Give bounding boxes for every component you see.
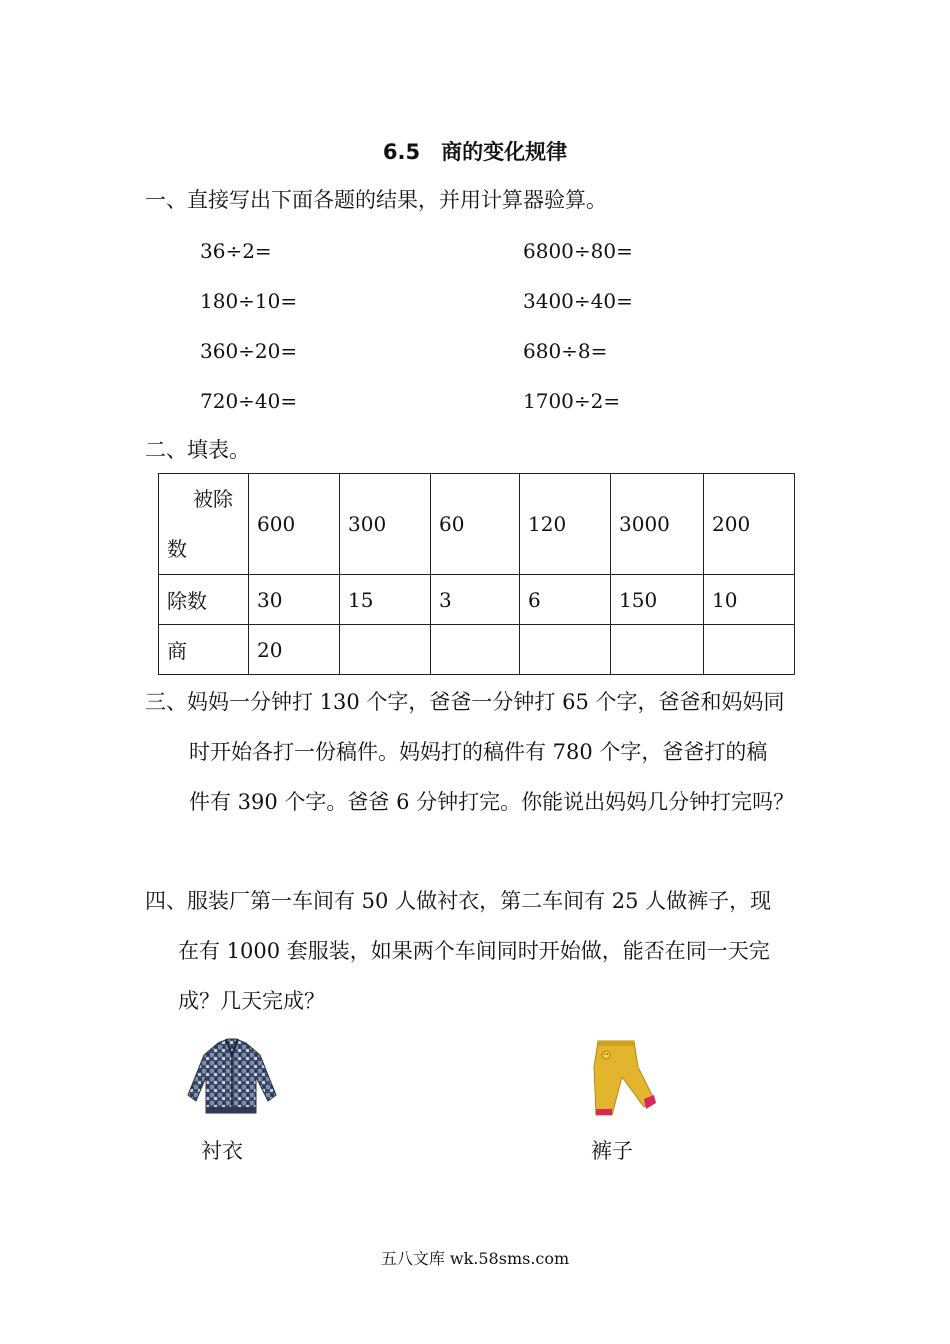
table-cell: 120 (520, 474, 611, 575)
section1-heading: 一、直接写出下面各题的结果，并用计算器验算。 (145, 188, 607, 212)
table-cell-blank[interactable] (520, 625, 611, 675)
table-cell: 60 (431, 474, 520, 575)
section4-line1: 四、服装厂第一车间有 50 人做衬衣，第二车间有 25 人做裤子，现 (145, 889, 772, 913)
equation-left-2: 180÷10= (200, 289, 298, 313)
table-cell: 600 (249, 474, 340, 575)
equation-right-2: 3400÷40= (523, 289, 633, 313)
footer-watermark: 五八文库 wk.58sms.com (380, 1249, 570, 1268)
table-cell-blank[interactable] (611, 625, 704, 675)
shirt-caption: 衬衣 (201, 1139, 243, 1163)
equation-left-3: 360÷20= (200, 339, 298, 363)
equation-right-4: 1700÷2= (523, 389, 621, 413)
pants-caption: 裤子 (591, 1139, 633, 1163)
table-cell: 3 (431, 575, 520, 625)
table-row-dividend (159, 474, 795, 575)
page-title: 6.5 商的变化规律 (382, 140, 568, 164)
table-cell: 30 (249, 575, 340, 625)
table-cell-blank[interactable] (704, 625, 795, 675)
table-row-divisor (159, 575, 795, 625)
table-cell: 300 (340, 474, 431, 575)
fill-in-table (158, 473, 795, 675)
shirt-image (186, 1037, 278, 1115)
table-cell-blank[interactable] (431, 625, 520, 675)
table-cell: 3000 (611, 474, 704, 575)
dividend-label-cell (159, 474, 249, 575)
table-cell: 15 (340, 575, 431, 625)
table-row-quotient (159, 625, 795, 675)
table-cell: 150 (611, 575, 704, 625)
pants-image (582, 1037, 658, 1119)
table-cell: 200 (704, 474, 795, 575)
section2-heading: 二、填表。 (145, 438, 250, 462)
section3-line3: 件有 390 个字。爸爸 6 分钟打完。你能说出妈妈几分钟打完吗？ (189, 790, 795, 814)
equation-left-1: 36÷2= (200, 239, 272, 263)
table-cell: 10 (704, 575, 795, 625)
table-cell-blank[interactable] (340, 625, 431, 675)
equation-right-1: 6800÷80= (523, 239, 633, 263)
table-cell: 20 (249, 625, 340, 675)
dividend-label-line2: 数 (167, 537, 187, 561)
table-cell: 6 (520, 575, 611, 625)
section4-line3: 成？几天完成？ (178, 989, 325, 1013)
divisor-label-cell: 除数 (159, 575, 249, 625)
equation-left-4: 720÷40= (200, 389, 298, 413)
quotient-label-cell: 商 (159, 625, 249, 675)
section3-line2: 时开始各打一份稿件。妈妈打的稿件有 780 个字，爸爸打的稿 (189, 740, 768, 764)
section4-line2: 在有 1000 套服装，如果两个车间同时开始做，能否在同一天完 (178, 939, 770, 963)
dividend-label-line1: 被除 (193, 487, 233, 511)
equation-right-3: 680÷8= (523, 339, 608, 363)
section3-line1: 三、妈妈一分钟打 130 个字，爸爸一分钟打 65 个字，爸爸和妈妈同 (145, 690, 785, 714)
